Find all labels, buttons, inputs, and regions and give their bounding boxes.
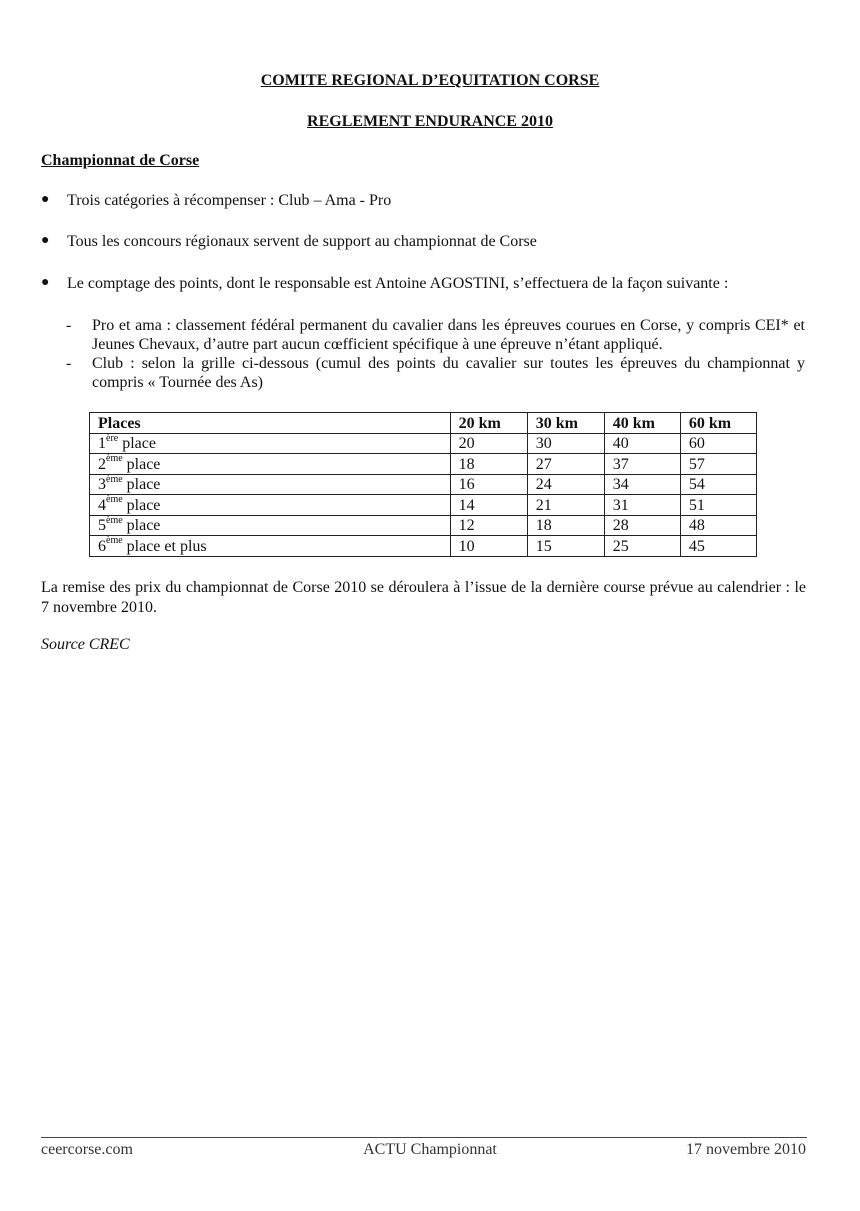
table-row (90, 536, 757, 557)
place-number: 1 (98, 435, 106, 452)
table-cell: 45 (680, 536, 756, 557)
table-cell: 48 (680, 515, 756, 536)
table-cell: 16 (450, 474, 527, 495)
place-number: 4 (98, 496, 106, 514)
dash-marker: - (66, 355, 72, 372)
bullet-text: Le comptage des points, dont le responsable est Antoine AGOSTINI, s’effectuera de la façon suivante : (67, 275, 729, 292)
section-heading: Championnat de Corse (41, 152, 200, 169)
table-cell: 18 (450, 454, 527, 475)
table-row (90, 433, 757, 454)
footer-date: 17 novembre 2010 (686, 1141, 806, 1158)
bullet-icon: ● (41, 233, 50, 248)
place-number: 6 (98, 537, 106, 555)
place-number: 2 (98, 455, 106, 473)
table-cell: 51 (680, 495, 756, 516)
points-table (89, 412, 757, 557)
place-label: place et plus (122, 537, 207, 555)
table-cell: 25 (604, 536, 680, 557)
place-number: 3 (98, 476, 106, 493)
table-row (90, 495, 757, 516)
footer-divider (41, 1137, 807, 1138)
place-label: place (122, 496, 161, 514)
place-label: place (122, 476, 161, 493)
place-suffix: ère (106, 432, 119, 444)
place-cell (90, 474, 451, 495)
table-cell: 12 (450, 515, 527, 536)
table-cell: 10 (450, 536, 527, 557)
table-header-cell: 40 km (604, 413, 680, 434)
table-cell: 14 (450, 495, 527, 516)
place-suffix: ème (106, 514, 123, 526)
table-cell: 21 (527, 495, 604, 516)
dash-marker: - (66, 317, 72, 334)
table-header-cell: 60 km (680, 413, 756, 434)
source-note: Source CREC (41, 636, 130, 653)
place-label: place (122, 455, 161, 473)
table-cell: 27 (527, 454, 604, 475)
table-cell: 54 (680, 474, 756, 495)
place-suffix: ème (106, 473, 123, 485)
closing-paragraph: La remise des prix du championnat de Corse 2010 se déroulera à l’issue de la dernière course prévue au calendrier : le 7 novembre 2010. (41, 579, 806, 616)
table-header-cell: Places (90, 413, 451, 434)
place-label: place (118, 435, 156, 452)
place-suffix: ème (106, 453, 123, 465)
document-subtitle: REGLEMENT ENDURANCE 2010 (307, 113, 553, 130)
table-header-cell: 20 km (450, 413, 527, 434)
table-row (90, 474, 757, 495)
table-cell: 24 (527, 474, 604, 495)
table-cell: 57 (680, 454, 756, 475)
place-label: place (122, 517, 161, 534)
table-row (90, 454, 757, 475)
dash-text: Pro et ama : classement fédéral permanent du cavalier dans les épreuves courues en Corse, y compris CEI* et Jeunes Chevaux, d’autre part aucun cœfficient spécifique à une épreuve n’étant appliqué. (92, 317, 805, 353)
bullet-text: Tous les concours régionaux servent de support au championnat de Corse (67, 233, 537, 250)
table-header-row (90, 413, 757, 434)
place-suffix: ème (106, 494, 123, 506)
table-cell: 60 (680, 433, 756, 454)
table-cell: 20 (450, 433, 527, 454)
place-cell (90, 515, 451, 536)
bullet-icon: ● (41, 192, 50, 207)
place-number: 5 (98, 517, 106, 534)
place-cell (90, 433, 451, 454)
table-cell: 18 (527, 515, 604, 536)
place-cell (90, 536, 451, 557)
place-suffix: ème (106, 535, 123, 547)
table-cell: 30 (527, 433, 604, 454)
table-cell: 40 (604, 433, 680, 454)
place-cell (90, 454, 451, 475)
bullet-text: Trois catégories à récompenser : Club – Ama - Pro (67, 192, 392, 209)
bullet-icon: ● (41, 275, 50, 290)
table-cell: 28 (604, 515, 680, 536)
place-cell (90, 495, 451, 516)
table-cell: 37 (604, 454, 680, 475)
footer-section: ACTU Championnat (363, 1141, 497, 1158)
table-cell: 31 (604, 495, 680, 516)
document-title: COMITE REGIONAL D’EQUITATION CORSE (260, 72, 600, 89)
table-cell: 15 (527, 536, 604, 557)
dash-text: Club : selon la grille ci-dessous (cumul des points du cavalier sur toutes les épreuves du championnat y compris « Tournée des As) (92, 355, 805, 391)
footer-website: ceercorse.com (41, 1141, 133, 1158)
table-header-cell: 30 km (527, 413, 604, 434)
table-row (90, 515, 757, 536)
table-cell: 34 (604, 474, 680, 495)
